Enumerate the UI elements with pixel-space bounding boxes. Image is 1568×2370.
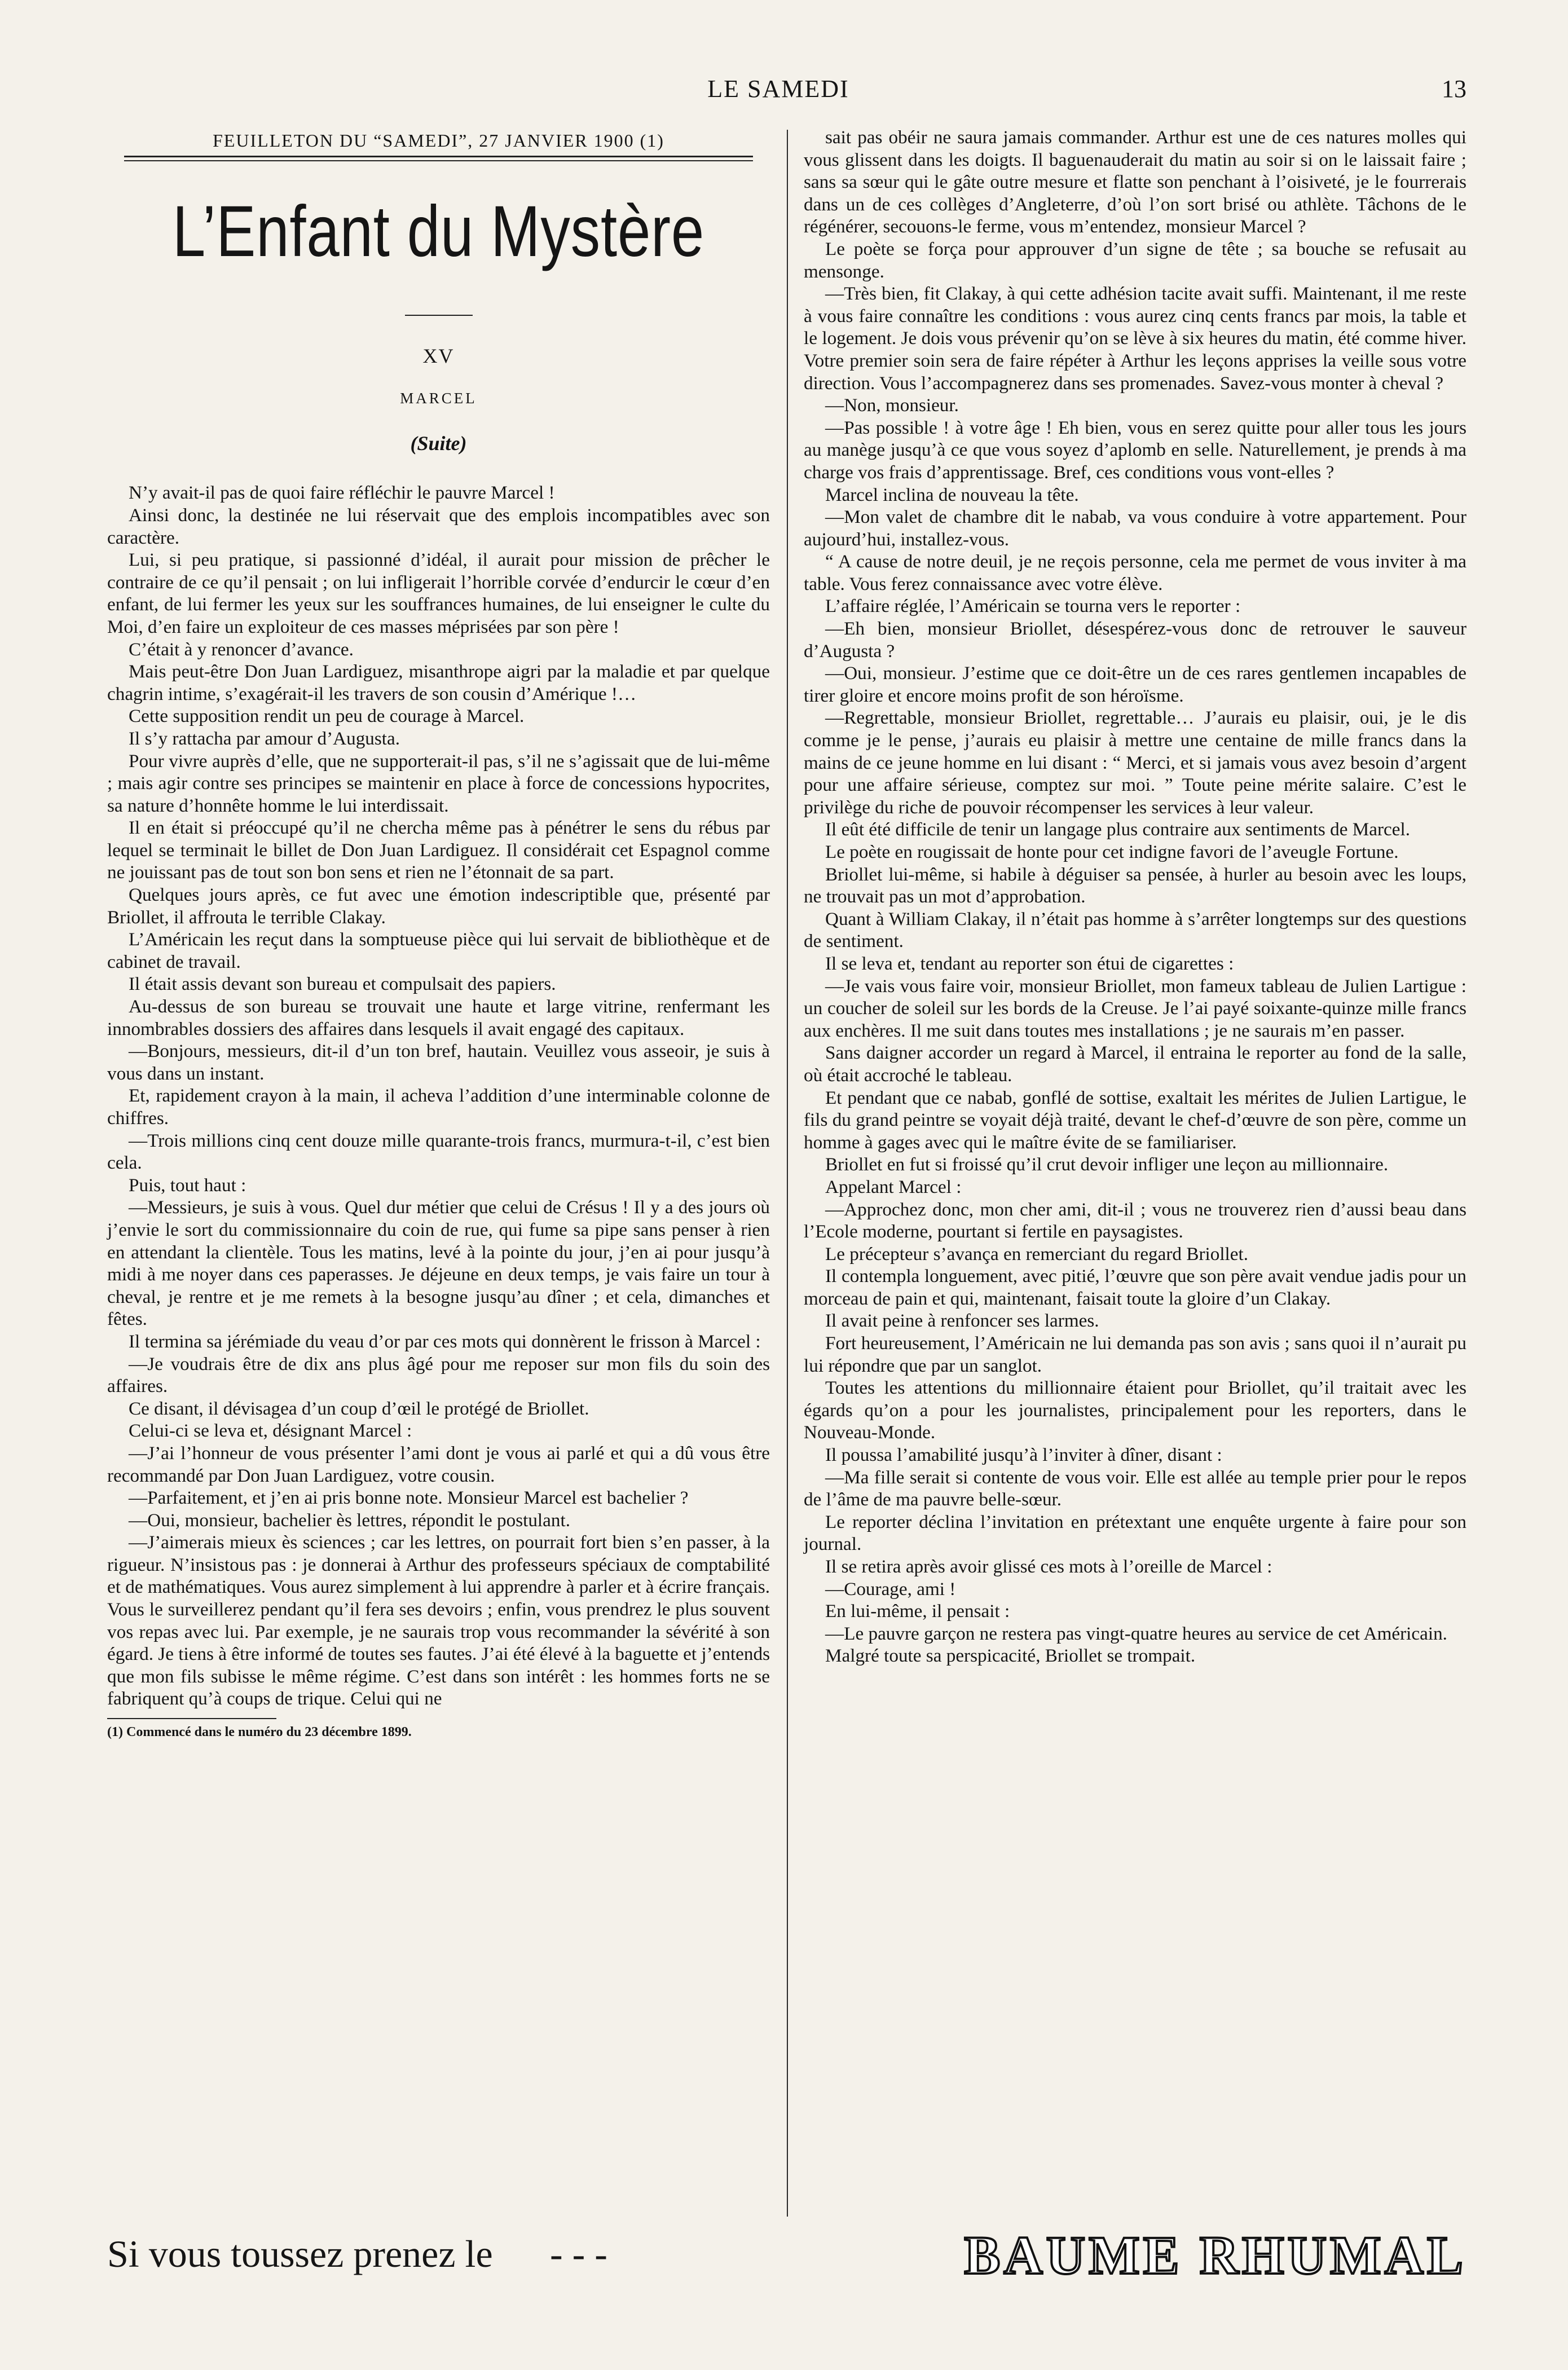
paragraph: Le reporter déclina l’invitation en prétextant une enquête urgente à faire pour son journal. (804, 1511, 1466, 1555)
paragraph: —Approchez donc, mon cher ami, dit-il ; vous ne trouverez rien d’aussi beau dans l’Ecole moderne, pourtant si fertile en paysagistes. (804, 1199, 1466, 1243)
suite-label: (Suite) (410, 431, 467, 455)
paragraph: Au-dessus de son bureau se trouvait une haute et large vitrine, renfermant les innombrables dossiers des affaires dans lesquels il avait engagé des capitaux. (107, 996, 770, 1039)
paragraph: —Ma fille serait si contente de vous voir. Elle est allée au temple prier pour le repos de l’âme de ma pauvre belle-sœur. (804, 1466, 1466, 1510)
paragraph: —Mon valet de chambre dit le nabab, va vous conduire à votre appartement. Pour aujourd’hui, installez-vous. (804, 506, 1466, 550)
paragraph: —Courage, ami ! (825, 1578, 956, 1600)
short-rule (405, 315, 473, 316)
story-title: L’Enfant du Mystère (172, 191, 705, 272)
paragraph: Marcel inclina de nouveau la tête. (825, 484, 1079, 505)
paragraph: —Le pauvre garçon ne restera pas vingt-quatre heures au service de cet Américain. (825, 1623, 1447, 1644)
paragraph: Sans daigner accorder un regard à Marcel, il entraina le reporter au fond de la salle, où était accroché le tableau. (804, 1042, 1466, 1086)
advertisement-dashes: - - - (550, 2232, 607, 2275)
paragraph: Il se leva et, tendant au reporter son étui de cigarettes : (825, 953, 1234, 974)
left-column-text (107, 482, 770, 1710)
paragraph: Ce disant, il dévisagea d’un coup d’œil le protégé de Briollet. (129, 1398, 589, 1419)
footnote: (1) Commencé dans le numéro du 23 décembre 1899. (107, 1725, 412, 1740)
paragraph: Pour vivre auprès d’elle, que ne supporterait-il pas, s’il ne s’agissait que de lui-même ; mais agir contre ses principes se maintenir en place à force de concessions hypocrites, sa nature d’honnête homme le lui interdissait. (107, 750, 770, 816)
newspaper-title: LE SAMEDI (707, 75, 849, 103)
paragraph: Appelant Marcel : (825, 1176, 962, 1197)
paragraph: Toutes les attentions du millionnaire étaient pour Briollet, qu’il traitait avec les égards qu’on a pour les journalistes, principalement pour les reporters, dans le Nouveau-Monde. (804, 1377, 1466, 1443)
paragraph: —J’aimerais mieux ès sciences ; car les lettres, on pourrait fort bien s’en passer, à la rigueur. N’insistous pas : je donnerai à Arthur des professeurs spéciaux de comptabilité et de mathématiques. Vous aurez simplement à lui apprendre à parler et à écrire français. Vous le surveillerez pendant qu’il fera ses devoirs ; enfin, vous prendrez le plus souvent vos repas avec lui. Par exemple, je ne saurais trop vous recommander la sévérité à son égard. Je tiens à être informé de toutes ses fautes. J’ai été élevé à la baguette et j’entends que mon fils subisse le même régime. C’est dans son intérêt : les hommes forts ne se fabriquent qu’à coups de trique. Celui qui ne (107, 1532, 770, 1710)
paragraph: Il était assis devant son bureau et compulsait des papiers. (129, 973, 556, 995)
paragraph: Briollet lui-même, si habile à déguiser sa pensée, à hurler au besoin avec les loups, ne trouvait pas un mot d’approbation. (804, 864, 1466, 908)
paragraph: Et pendant que ce nabab, gonflé de sottise, exaltait les mérites de Julien Lartigue, le fils du grand peintre se voyait déjà traité, devant le chef-d’œuvre de son père, comme un homme à gages avec qui le maître évite de se familiariser. (804, 1087, 1466, 1153)
paragraph: Le précepteur s’avança en remerciant du regard Briollet. (825, 1243, 1249, 1265)
column-divider (787, 130, 788, 2217)
paragraph: Quant à William Clakay, il n’était pas homme à s’arrêter longtemps sur des questions de sentiment. (804, 908, 1466, 952)
paragraph: Mais peut-être Don Juan Lardiguez, misanthrope aigri par la maladie et par quelque chagrin intime, s’exagérait-il les travers de son cousin d’Amérique !… (107, 661, 770, 704)
right-column (804, 126, 1466, 1667)
paragraph: Il contempla longuement, avec pitié, l’œuvre que son père avait vendue jadis pour un morceau de pain et qui, maintenant, faisait toute la gloire d’un Clakay. (804, 1266, 1466, 1309)
paragraph: Celui-ci se leva et, désignant Marcel : (129, 1420, 412, 1442)
paragraph: Le poète se força pour approuver d’un signe de tête ; sa bouche se refusait au mensonge. (804, 238, 1466, 282)
paragraph: sait pas obéir ne saura jamais commander. Arthur est une de ces natures molles qui vous glissent dans les doigts. Il baguenauderait du matin au soir si on le laissait faire ; sans sa sœur qui le gâte outre mesure et flatte son penchant à l’oisiveté, je le fourrerais dans un de ces collèges d’Angleterre, d’où l’on sort brisé ou athlète. Tâchons de le régénérer, secouons-le ferme, vous m’entendez, monsieur Marcel ? (804, 127, 1466, 237)
paragraph: —Oui, monsieur, bachelier ès lettres, répondit le postulant. (129, 1509, 570, 1531)
paragraph: Il termina sa jérémiade du veau d’or par ces mots qui donnèrent le frisson à Marcel : (129, 1331, 761, 1352)
paragraph: C’était à y renoncer d’avance. (129, 638, 354, 660)
paragraph: Puis, tout haut : (129, 1174, 246, 1196)
paragraph: Il avait peine à renfoncer ses larmes. (825, 1310, 1099, 1332)
right-column-text (804, 126, 1466, 1667)
paragraph: Il eût été difficile de tenir un langage plus contraire aux sentiments de Marcel. (825, 819, 1411, 840)
paragraph: Lui, si peu pratique, si passionné d’idéal, il aurait pour mission de prêcher le contraire de ce qu’il pensait ; on lui infligerait l’horrible corvée d’endurcir le cœur d’en enfant, de lui fermer les yeux sur les souffrances humaines, de lui enseigner le culte du Moi, d’en faire un exploiteur de ces masses méprisées par son père ! (107, 549, 770, 637)
paragraph: Le poète en rougissait de honte pour cet indigne favori de l’aveugle Fortune. (825, 842, 1399, 862)
paragraph: Il s’y rattacha par amour d’Augusta. (129, 728, 400, 749)
paragraph: Il en était si préoccupé qu’il ne chercha même pas à pénétrer le sens du rébus par lequel se terminait le billet de Don Juan Lardiguez. Il considérait cet Espagnol comme ne jouissant pas de tout son bon sens et rien ne l’étonnait de sa part. (107, 817, 770, 883)
paragraph: Briollet en fut si froissé qu’il crut devoir infliger une leçon au millionnaire. (825, 1154, 1389, 1175)
paragraph: N’y avait-il pas de quoi faire réfléchir le pauvre Marcel ! (129, 482, 555, 504)
paragraph: Quelques jours après, ce fut avec une émotion indescriptible que, présenté par Briollet, il affrouta le terrible Clakay. (107, 884, 770, 928)
paragraph: —Pas possible ! à votre âge ! Eh bien, vous en serez quitte pour aller tous les jours au manège jusqu’à ce que vous soyez d’aplomb en selle. Naturellement, je prends à ma charge vos frais d’apprentissage. Bref, ces conditions vous vont-elles ? (804, 417, 1466, 483)
paragraph: —Eh bien, monsieur Briollet, désespérez-vous donc de retrouver le sauveur d’Augusta ? (804, 618, 1466, 662)
page-number: 13 (1442, 75, 1466, 103)
paragraph: Ainsi donc, la destinée ne lui réservait que des emplois incompatibles avec son caractère. (107, 504, 770, 548)
paragraph: —Oui, monsieur. J’estime que ce doit-être un de ces rares gentlemen incapables de tirer gloire et encore moins profit de son héroïsme. (804, 663, 1466, 706)
paragraph: Malgré toute sa perspicacité, Briollet se trompait. (825, 1645, 1196, 1667)
paragraph: —Parfaitement, et j’en ai pris bonne note. Monsieur Marcel est bachelier ? (129, 1487, 689, 1509)
paragraph: En lui-même, il pensait : (825, 1601, 1010, 1622)
paragraph: Et, rapidement crayon à la main, il acheva l’addition d’une interminable colonne de chiffres. (107, 1085, 770, 1129)
feuilleton-line: FEUILLETON DU “SAMEDI”, 27 JANVIER 1900 (1) (213, 130, 664, 151)
advertisement (107, 2219, 1466, 2293)
double-rule (124, 156, 753, 161)
paragraph: —Non, monsieur. (825, 395, 959, 416)
paragraph: L’affaire réglée, l’Américain se tourna vers le reporter : (825, 596, 1241, 617)
chapter-number: XV (422, 344, 455, 367)
footnote-rule (107, 1718, 276, 1719)
advertisement-text: Si vous toussez prenez le (107, 2232, 493, 2275)
paragraph: —Bonjours, messieurs, dit-il d’un ton bref, hautain. Veuillez vous asseoir, je suis à vous dans un instant. (107, 1041, 770, 1084)
paragraph: —Très bien, fit Clakay, à qui cette adhésion tacite avait suffi. Maintenant, il me reste à vous faire connaître les conditions : vous aurez cinq cents francs par mois, la table et le logement. Je dois vous prévenir qu’on se lève à six heures du matin, été comme hiver. Votre premier soin sera de faire répéter à Arthur les leçons apprises la veille sous votre direction. Vous l’accompagnerez dans ses promenades. Savez-vous monter à cheval ? (804, 283, 1466, 394)
left-column (107, 130, 770, 1741)
chapter-name: MARCEL (400, 390, 477, 407)
paragraph: —Regrettable, monsieur Briollet, regrettable… J’aurais eu plaisir, oui, je le dis comme je le pense, j’aurais eu plaisir à mettre une centaine de mille francs dans la mains de ce jeune homme en lui disant : “ Merci, et si jamais vous avez besoin d’argent pour une affaire sérieuse, comptez sur moi. ” Toute peine mérite salaire. C’est le privilège du riche de pouvoir récompenser les services à leur valeur. (804, 707, 1466, 818)
paragraph: Cette supposition rendit un peu de courage à Marcel. (129, 706, 525, 727)
paragraph: —Trois millions cinq cent douze mille quarante-trois francs, murmura-t-il, c’est bien cela. (107, 1130, 770, 1174)
paragraph: Il poussa l’amabilité jusqu’à l’inviter à dîner, disant : (825, 1444, 1222, 1466)
paragraph: —Je voudrais être de dix ans plus âgé pour me reposer sur mon fils du soin des affaires. (107, 1353, 770, 1397)
paragraph: —Messieurs, je suis à vous. Quel dur métier que celui de Crésus ! Il y a des jours où j’envie le sort du commissionnaire du coin de rue, qui fume sa pipe sans penser à rien en attendant la clientèle. Tous les matins, levé à la pointe du jour, j’en ai pour jusqu’à midi à me noyer dans ces paperasses. Je déjeune en deux temps, je vais faire un tour à cheval, je rentre et je me remets à la besogne jusqu’au dîner ; et cela, dimanches et fêtes. (107, 1197, 770, 1330)
paragraph: Fort heureusement, l’Américain ne lui demanda pas son avis ; sans quoi il n’aurait pu lui répondre que par un sanglot. (804, 1333, 1466, 1376)
running-head (90, 74, 1466, 108)
paragraph: —Je vais vous faire voir, monsieur Briollet, mon fameux tableau de Julien Lartigue : un coucher de soleil sur les bords de la Creuse. Je l’ai payé soixante-quinze mille francs aux enchères. Il me suit dans toutes mes installations ; je ne saurais m’en passer. (804, 975, 1466, 1041)
advertisement-brand: BAUME RHUMAL (964, 2225, 1466, 2285)
paragraph: L’Américain les reçut dans la somptueuse pièce qui lui servait de bibliothèque et de cabinet de travail. (107, 929, 770, 972)
paragraph: Il se retira après avoir glissé ces mots à l’oreille de Marcel : (825, 1556, 1272, 1577)
paragraph: —J’ai l’honneur de vous présenter l’ami dont je vous ai parlé et qui a dû vous être recommandé par Don Juan Lardiguez, votre cousin. (107, 1442, 770, 1486)
paragraph: “ A cause de notre deuil, je ne reçois personne, cela me permet de vous inviter à ma table. Vous ferez connaissance avec votre élève. (804, 551, 1466, 594)
